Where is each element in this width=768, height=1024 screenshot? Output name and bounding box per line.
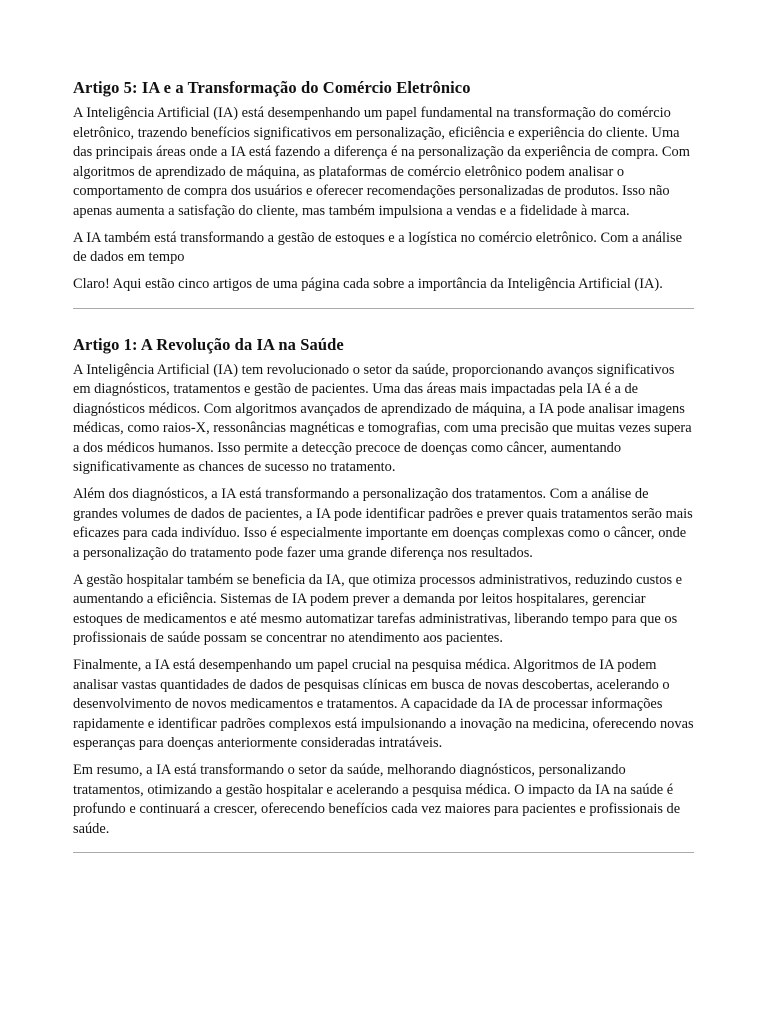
article-paragraph: Em resumo, a IA está transformando o setor da saúde, melhorando diagnósticos, personalizando tratamentos, otimizando a gestão hospitalar e acelerando a pesquisa médica. O impacto da IA na saúde é profundo e continuará a crescer, oferecendo benefícios cada vez maiores para pacientes e profissionais de saúde.: [73, 762, 681, 837]
article-paragraph: A Inteligência Artificial (IA) está desempenhando um papel fundamental na transformação do comércio eletrônico, trazendo benefícios significativos em personalização, eficiência e experiência do cliente. Uma das principais áreas onde a IA está fazendo a diferença é na personalização da experiência de compra. Com algoritmos de aprendizado de máquina, as plataformas de comércio eletrônico podem analisar o comportamento de compra dos usuários e oferecer recomendações personalizadas de produtos. Isso não apenas aumenta a satisfação do cliente, mas também impulsiona a vendas e a fidelidade à marca.: [73, 105, 690, 219]
article-divider: [73, 852, 694, 853]
document-page: [73, 0, 694, 853]
article-title: Artigo 1: A Revolução da IA na Saúde: [73, 334, 344, 354]
article-health: [73, 309, 694, 854]
article-paragraph: A Inteligência Artificial (IA) tem revolucionado o setor da saúde, proporcionando avanços significativos em diagnósticos, tratamentos e gestão de pacientes. Uma das áreas mais impactadas pela IA é a de diagnósticos médicos. Com algoritmos avançados de aprendizado de máquina, a IA pode analisar imagens médicas, como raios-X, ressonâncias magnéticas e tomografias, com uma precisão que muitas vezes supera a dos médicos humanos. Isso permite a detecção precoce de doenças como câncer, aumentando significativamente as chances de sucesso no tratamento.: [73, 361, 692, 475]
article-ecommerce: [73, 0, 694, 309]
article-paragraph: A IA também está transformando a gestão de estoques e a logística no comércio eletrônico. Com a análise de dados em tempo: [73, 229, 683, 265]
article-paragraph: Claro! Aqui estão cinco artigos de uma página cada sobre a importância da Inteligência Artificial (IA).: [73, 276, 663, 292]
article-paragraph: Finalmente, a IA está desempenhando um papel crucial na pesquisa médica. Algoritmos de IA podem analisar vastas quantidades de dados de pesquisas clínicas em busca de novas descobertas, acelerando o desenvolvimento de novos medicamentos e tratamentos. A capacidade da IA de processar informações rapidamente e identificar padrões complexos está impulsionando a inovação na medicina, oferecendo novas esperanças para doenças anteriormente consideradas intratáveis.: [73, 657, 694, 751]
article-paragraph: Além dos diagnósticos, a IA está transformando a personalização dos tratamentos. Com a análise de grandes volumes de dados de pacientes, a IA pode identificar padrões e prever quais tratamentos serão mais eficazes para cada indivíduo. Isso é especialmente importante em doenças complexas como o câncer, onde a personalização do tratamento pode fazer uma grande diferença nos resultados.: [73, 486, 693, 561]
article-paragraph: A gestão hospitalar também se beneficia da IA, que otimiza processos administrativos, reduzindo custos e aumentando a eficiência. Sistemas de IA podem prever a demanda por leitos hospitalares, gerenciar estoques de medicamentos e até mesmo automatizar tarefas administrativas, liberando tempo para que os profissionais de saúde possam se concentrar no atendimento aos pacientes.: [73, 571, 683, 646]
article-title: Artigo 5: IA e a Transformação do Comércio Eletrônico: [73, 78, 471, 97]
